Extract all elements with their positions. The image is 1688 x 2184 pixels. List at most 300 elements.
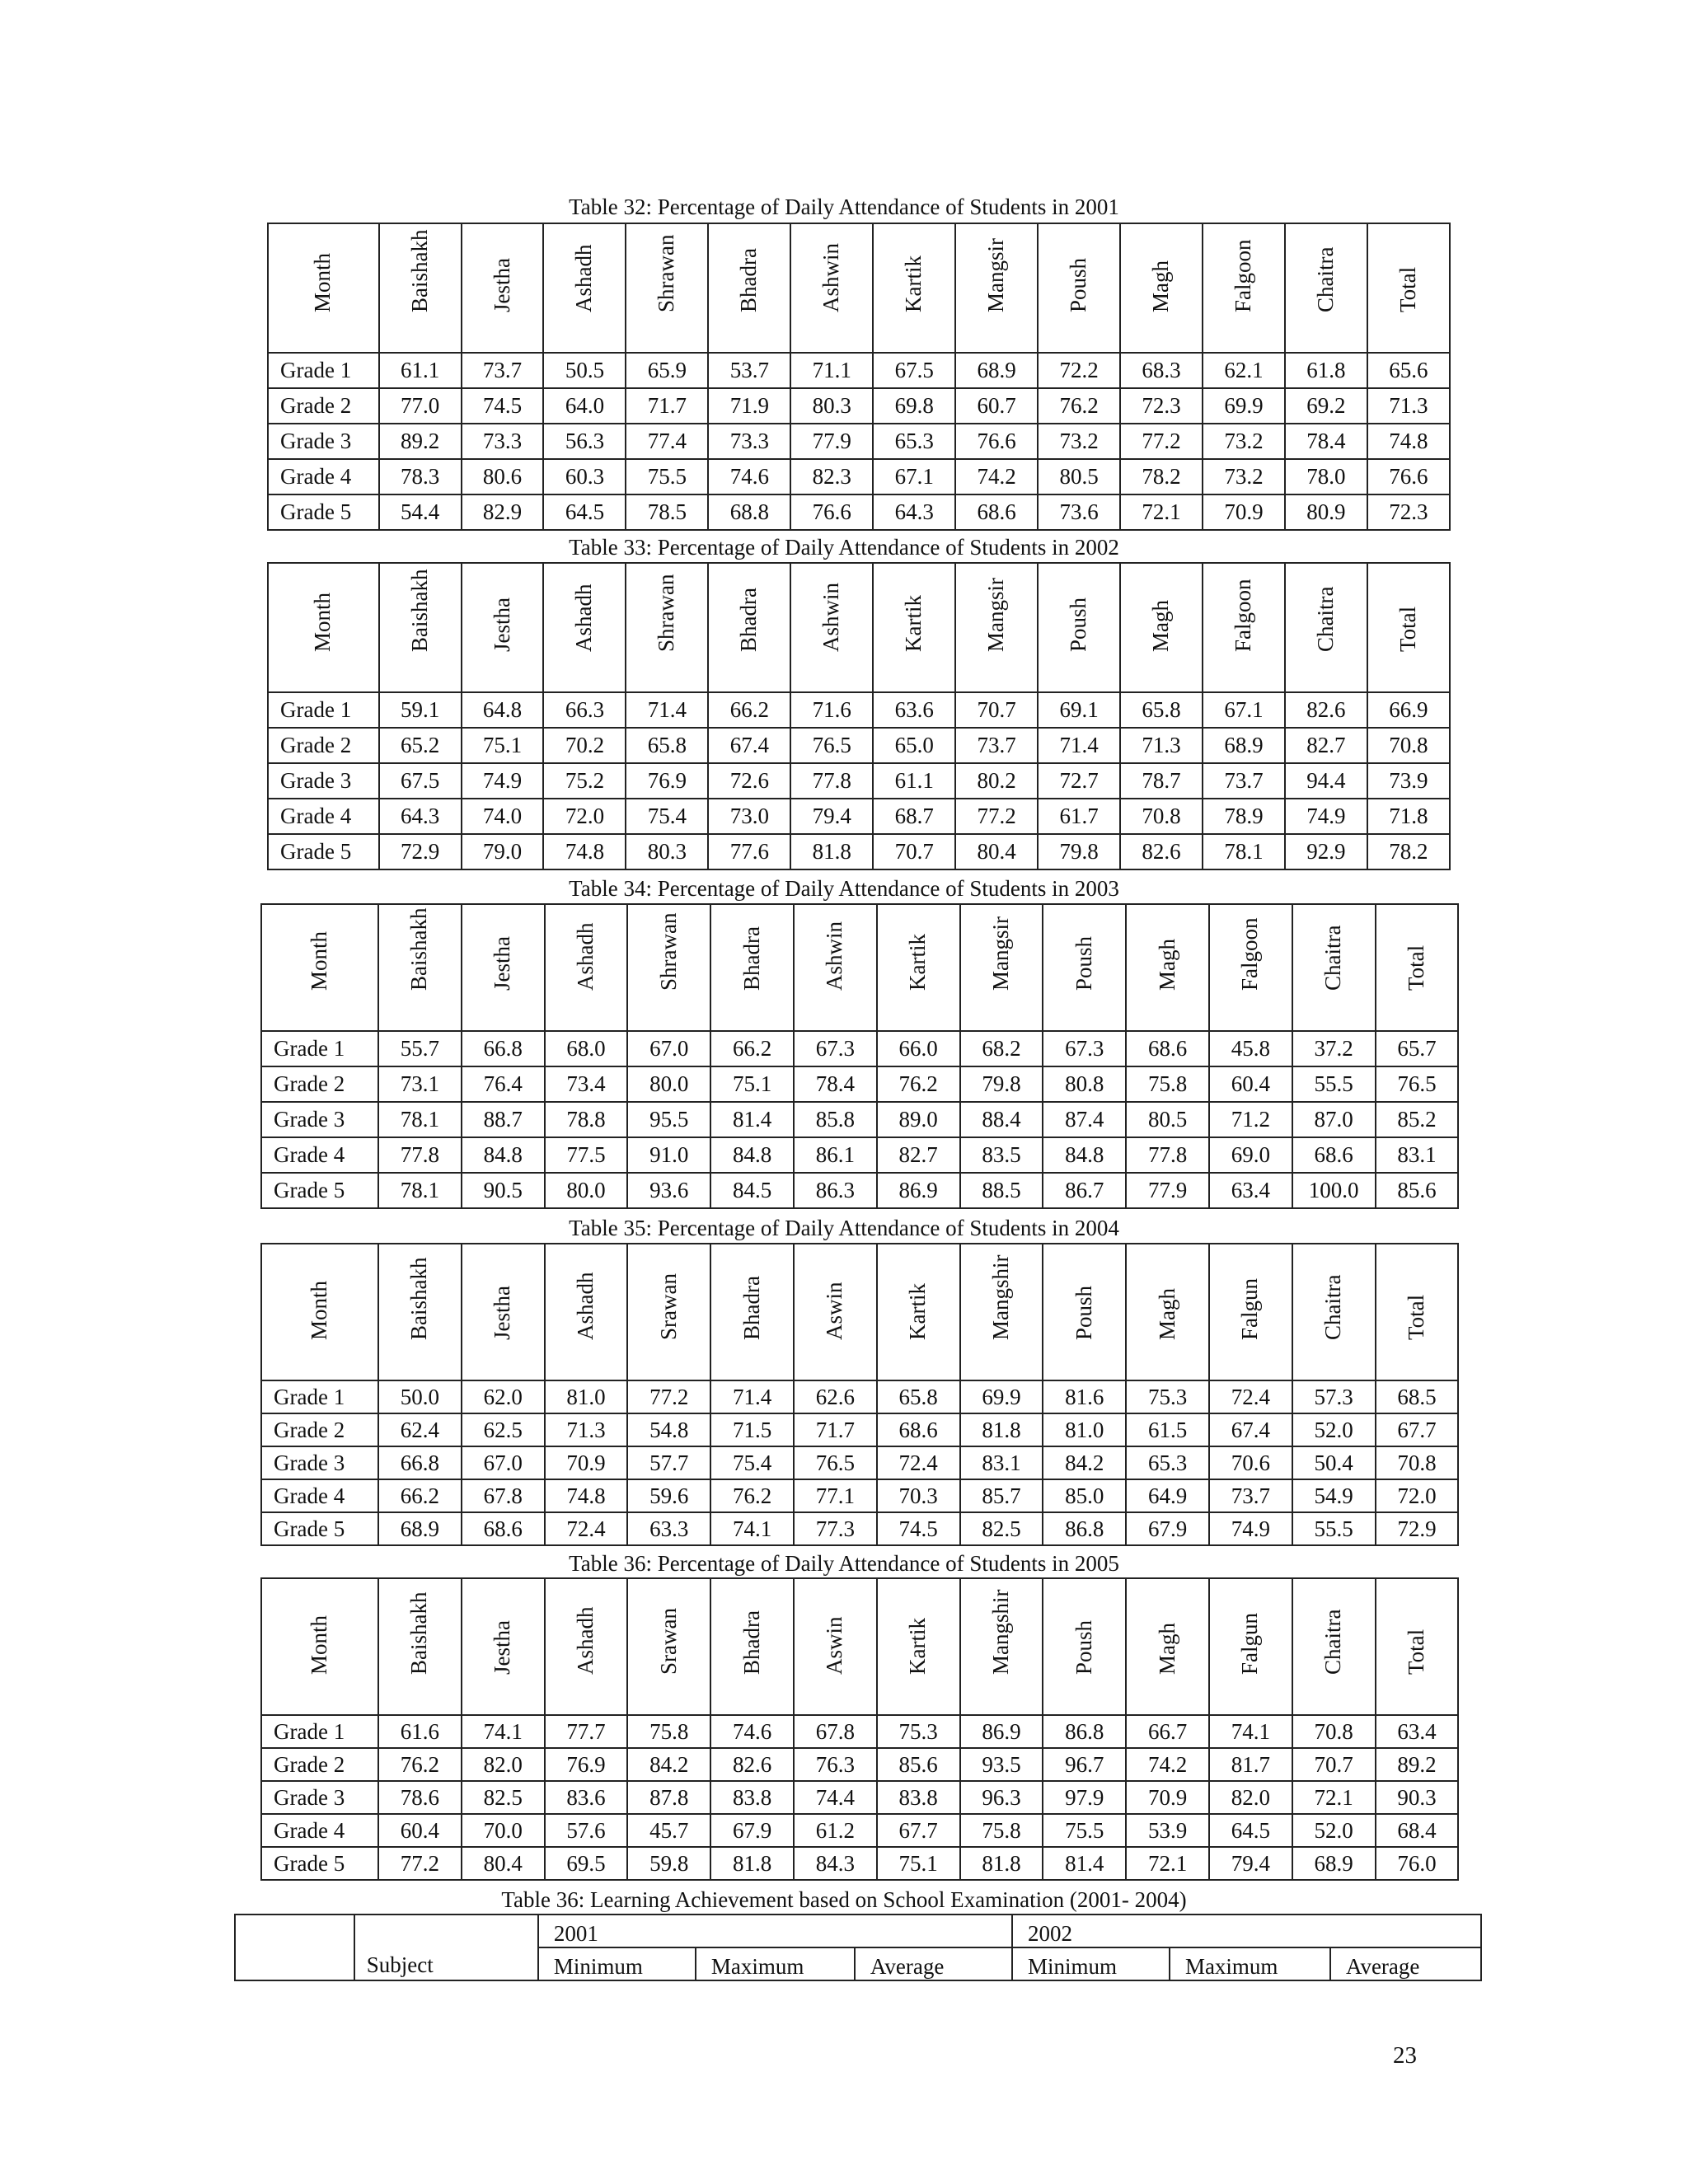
column-header (1043, 1244, 1126, 1380)
min-2001-header: Minimum (538, 1947, 696, 1980)
column-header-label: Magh (1154, 939, 1179, 991)
column-header (877, 904, 960, 1031)
attendance-value: 82.9 (462, 494, 544, 530)
column-header-label: Bhadra (736, 588, 762, 652)
column-header (1376, 1244, 1459, 1380)
attendance-value: 64.5 (543, 494, 626, 530)
column-header-label: Ashadh (572, 922, 598, 991)
attendance-value: 86.1 (794, 1137, 877, 1173)
attendance-value: 89.2 (1376, 1748, 1459, 1781)
column-header (268, 563, 379, 692)
attendance-value: 83.1 (960, 1446, 1043, 1479)
column-header-label: Falgoon (1230, 239, 1255, 312)
attendance-value: 75.5 (626, 459, 708, 494)
grade-label: Grade 4 (268, 459, 379, 494)
attendance-value: 71.9 (708, 388, 790, 424)
attendance-value: 82.5 (462, 1781, 545, 1814)
attendance-value: 72.6 (708, 763, 790, 799)
attendance-value: 74.1 (710, 1512, 794, 1545)
column-header (1376, 904, 1459, 1031)
attendance-value: 78.9 (1203, 799, 1285, 834)
column-header-label: Ashadh (572, 1606, 598, 1675)
attendance-value: 70.8 (1376, 1446, 1459, 1479)
attendance-value: 74.1 (1209, 1715, 1292, 1748)
grade-label: Grade 4 (261, 1814, 378, 1847)
attendance-value: 78.2 (1120, 459, 1203, 494)
attendance-value: 66.8 (378, 1446, 462, 1479)
attendance-value: 61.2 (794, 1814, 877, 1847)
grade-label: Grade 2 (268, 388, 379, 424)
attendance-value: 72.7 (1038, 763, 1120, 799)
attendance-value: 71.1 (790, 353, 873, 388)
grade-label: Grade 3 (261, 1781, 378, 1814)
attendance-value: 84.2 (627, 1748, 710, 1781)
attendance-value: 67.7 (877, 1814, 960, 1847)
attendance-value: 64.5 (1209, 1814, 1292, 1847)
column-header-label: Ashadh (571, 583, 597, 652)
attendance-value: 71.3 (1120, 728, 1203, 763)
column-header (960, 1244, 1043, 1380)
attendance-value: 83.6 (545, 1781, 628, 1814)
attendance-value: 53.7 (708, 353, 790, 388)
grade-label: Grade 3 (261, 1102, 378, 1137)
column-header-label: Baishakh (406, 569, 432, 652)
attendance-value: 72.2 (1038, 353, 1120, 388)
attendance-value: 67.8 (462, 1479, 545, 1512)
attendance-value: 86.8 (1043, 1512, 1126, 1545)
attendance-value: 76.4 (462, 1066, 545, 1102)
attendance-value: 69.1 (1038, 692, 1120, 728)
attendance-value: 78.1 (1203, 834, 1285, 869)
column-header-label: Total (1403, 1294, 1428, 1340)
attendance-value: 90.3 (1376, 1781, 1459, 1814)
attendance-value: 75.8 (960, 1814, 1043, 1847)
grade-label: Grade 4 (268, 799, 379, 834)
column-header-label: Month (307, 930, 331, 991)
attendance-value: 60.3 (543, 459, 626, 494)
attendance-value: 60.4 (378, 1814, 462, 1847)
column-header (1367, 223, 1450, 353)
attendance-value: 62.6 (794, 1380, 877, 1413)
attendance-value: 66.3 (543, 692, 626, 728)
attendance-value: 80.2 (955, 763, 1038, 799)
attendance-value: 69.2 (1285, 388, 1367, 424)
attendance-value: 73.4 (545, 1066, 628, 1102)
attendance-value: 84.8 (1043, 1137, 1126, 1173)
attendance-value: 81.7 (1209, 1748, 1292, 1781)
attendance-value: 68.9 (955, 353, 1038, 388)
column-header-label: Aswin (822, 1282, 847, 1340)
column-header-label: Month (310, 592, 335, 652)
column-header-label: Jestha (490, 1620, 515, 1675)
column-header (1292, 1244, 1376, 1380)
header-row (261, 1244, 1458, 1380)
table-row (261, 1814, 1458, 1847)
column-header-label: Poush (1071, 935, 1096, 991)
attendance-value: 80.9 (1285, 494, 1367, 530)
attendance-value: 67.4 (1209, 1413, 1292, 1446)
attendance-value: 65.9 (626, 353, 708, 388)
attendance-value: 85.2 (1376, 1102, 1459, 1137)
attendance-value: 78.2 (1367, 834, 1450, 869)
column-header-label: Chaitra (1320, 925, 1346, 991)
grade-label: Grade 2 (261, 1748, 378, 1781)
attendance-value: 81.8 (710, 1847, 794, 1880)
attendance-value: 77.4 (626, 424, 708, 459)
column-header-label: Kartik (901, 595, 926, 652)
attendance-value: 54.9 (1292, 1479, 1376, 1512)
attendance-value: 87.4 (1043, 1102, 1126, 1137)
column-header-label: Baishakh (406, 1257, 432, 1340)
attendance-value: 69.9 (960, 1380, 1043, 1413)
attendance-value: 65.8 (1120, 692, 1203, 728)
attendance-value: 97.9 (1043, 1781, 1126, 1814)
attendance-value: 62.0 (462, 1380, 545, 1413)
attendance-value: 77.9 (790, 424, 873, 459)
attendance-value: 66.2 (708, 692, 790, 728)
attendance-value: 54.4 (379, 494, 462, 530)
table-32-caption: Table 32: Percentage of Daily Attendance of Students in 2001 (569, 194, 1119, 219)
table-row (261, 1066, 1458, 1102)
attendance-value: 80.4 (462, 1847, 545, 1880)
attendance-value: 84.2 (1043, 1446, 1126, 1479)
year-2001-header: 2001 (538, 1915, 1012, 1947)
attendance-value: 68.0 (545, 1031, 628, 1066)
column-header (1376, 1578, 1459, 1715)
table-row (268, 692, 1450, 728)
attendance-value: 81.8 (960, 1413, 1043, 1446)
grade-label: Grade 2 (261, 1066, 378, 1102)
grade-label: Grade 1 (261, 1715, 378, 1748)
column-header (877, 1578, 960, 1715)
column-header (1043, 904, 1126, 1031)
attendance-value: 74.5 (462, 388, 544, 424)
attendance-value: 89.0 (877, 1102, 960, 1137)
attendance-value: 76.2 (710, 1479, 794, 1512)
attendance-value: 68.6 (955, 494, 1038, 530)
column-header-label: Ashwin (822, 921, 847, 991)
column-header (1203, 223, 1285, 353)
attendance-value: 68.9 (1292, 1847, 1376, 1880)
attendance-value: 93.6 (627, 1173, 710, 1208)
attendance-value: 80.6 (462, 459, 544, 494)
attendance-value: 75.8 (1126, 1066, 1209, 1102)
attendance-value: 72.3 (1120, 388, 1203, 424)
attendance-value: 84.8 (710, 1137, 794, 1173)
column-header-label: Bhadra (738, 926, 764, 991)
column-header (462, 563, 544, 692)
column-header-label: Magh (1154, 1288, 1179, 1340)
column-header (378, 904, 462, 1031)
attendance-value: 76.5 (794, 1446, 877, 1479)
attendance-value: 75.2 (543, 763, 626, 799)
column-header-label: Ashadh (572, 1272, 598, 1340)
column-header (268, 223, 379, 353)
attendance-value: 74.9 (1209, 1512, 1292, 1545)
column-header-label: Falgun (1237, 1277, 1263, 1340)
attendance-value: 75.3 (877, 1715, 960, 1748)
attendance-value: 74.9 (1285, 799, 1367, 834)
attendance-value: 80.5 (1126, 1102, 1209, 1137)
grade-label: Grade 5 (261, 1847, 378, 1880)
attendance-value: 78.4 (1285, 424, 1367, 459)
attendance-value: 85.7 (960, 1479, 1043, 1512)
attendance-value: 68.5 (1376, 1380, 1459, 1413)
table-row (261, 1847, 1458, 1880)
table-row (268, 424, 1450, 459)
column-header-label: Magh (1148, 600, 1174, 652)
attendance-value: 72.1 (1126, 1847, 1209, 1880)
attendance-value: 57.6 (545, 1814, 628, 1847)
attendance-value: 75.3 (1126, 1380, 1209, 1413)
attendance-value: 70.2 (543, 728, 626, 763)
column-header (379, 223, 462, 353)
table-row (261, 1781, 1458, 1814)
attendance-value: 77.2 (627, 1380, 710, 1413)
attendance-value: 69.5 (545, 1847, 628, 1880)
attendance-value: 79.4 (1209, 1847, 1292, 1880)
attendance-value: 83.5 (960, 1137, 1043, 1173)
attendance-value: 70.6 (1209, 1446, 1292, 1479)
column-header (710, 1244, 794, 1380)
column-header (708, 563, 790, 692)
column-header (1126, 1578, 1209, 1715)
attendance-value: 71.4 (1038, 728, 1120, 763)
attendance-value: 67.4 (708, 728, 790, 763)
attendance-value: 65.3 (873, 424, 955, 459)
table-row (268, 388, 1450, 424)
grade-label: Grade 3 (268, 763, 379, 799)
column-header-label: Chaitra (1312, 246, 1338, 312)
attendance-value: 71.4 (710, 1380, 794, 1413)
column-header (545, 1244, 628, 1380)
attendance-value: 81.4 (1043, 1847, 1126, 1880)
column-header (1367, 563, 1450, 692)
column-header-label: Poush (1071, 1285, 1096, 1340)
attendance-value: 77.8 (790, 763, 873, 799)
attendance-value: 96.3 (960, 1781, 1043, 1814)
attendance-value: 70.8 (1367, 728, 1450, 763)
attendance-value: 60.4 (1209, 1066, 1292, 1102)
column-header (1285, 223, 1367, 353)
attendance-value: 73.3 (462, 424, 544, 459)
attendance-value: 67.3 (794, 1031, 877, 1066)
attendance-value: 62.1 (1203, 353, 1285, 388)
attendance-value: 63.3 (627, 1512, 710, 1545)
table-row (268, 763, 1450, 799)
attendance-value: 100.0 (1292, 1173, 1376, 1208)
attendance-value: 82.7 (1285, 728, 1367, 763)
attendance-value: 72.9 (379, 834, 462, 869)
attendance-value: 77.8 (378, 1137, 462, 1173)
column-header-label: Kartik (905, 1283, 931, 1340)
column-header (543, 563, 626, 692)
column-header (261, 1578, 378, 1715)
attendance-value: 81.8 (960, 1847, 1043, 1880)
column-header (626, 223, 708, 353)
table-row (261, 1446, 1458, 1479)
attendance-value: 74.2 (1126, 1748, 1209, 1781)
attendance-value: 71.3 (545, 1413, 628, 1446)
max-2001-header: Maximum (696, 1947, 855, 1980)
attendance-value: 80.0 (627, 1066, 710, 1102)
column-header-label: Bhadra (738, 1276, 764, 1340)
attendance-value: 57.3 (1292, 1380, 1376, 1413)
attendance-value: 55.5 (1292, 1066, 1376, 1102)
attendance-value: 76.0 (1376, 1847, 1459, 1880)
column-header-label: Month (307, 1615, 331, 1675)
attendance-value: 85.0 (1043, 1479, 1126, 1512)
column-header-label: Srawan (655, 1273, 681, 1340)
attendance-value: 77.2 (378, 1847, 462, 1880)
page-number: 23 (1393, 2042, 1417, 2069)
attendance-value: 68.6 (462, 1512, 545, 1545)
attendance-value: 77.2 (955, 799, 1038, 834)
column-header (1292, 904, 1376, 1031)
attendance-value: 76.5 (1376, 1066, 1459, 1102)
table-row (261, 1479, 1458, 1512)
attendance-value: 84.3 (794, 1847, 877, 1880)
attendance-value: 50.4 (1292, 1446, 1376, 1479)
attendance-value: 70.8 (1120, 799, 1203, 834)
column-header (794, 904, 877, 1031)
table-row (261, 1512, 1458, 1545)
attendance-value: 90.5 (462, 1173, 545, 1208)
column-header (873, 563, 955, 692)
attendance-value: 77.6 (708, 834, 790, 869)
grade-label: Grade 2 (261, 1413, 378, 1446)
attendance-value: 75.1 (877, 1847, 960, 1880)
grade-label: Grade 1 (268, 692, 379, 728)
attendance-value: 72.1 (1120, 494, 1203, 530)
column-header-label: Kartik (905, 934, 931, 991)
attendance-value: 70.3 (877, 1479, 960, 1512)
table-row (261, 1102, 1458, 1137)
column-header (545, 1578, 628, 1715)
attendance-value: 91.0 (627, 1137, 710, 1173)
attendance-value: 73.7 (462, 353, 544, 388)
attendance-value: 89.2 (379, 424, 462, 459)
attendance-value: 71.7 (794, 1413, 877, 1446)
column-header (877, 1244, 960, 1380)
column-header (960, 1578, 1043, 1715)
column-header-label: Ashwin (818, 242, 844, 312)
attendance-value: 68.4 (1376, 1814, 1459, 1847)
column-header (873, 223, 955, 353)
table-35-caption: Table 35: Percentage of Daily Attendance of Students in 2004 (569, 1216, 1119, 1240)
column-header (1038, 563, 1120, 692)
min-2002-header: Minimum (1012, 1947, 1170, 1980)
column-header (790, 223, 873, 353)
attendance-value: 64.9 (1126, 1479, 1209, 1512)
attendance-value: 88.5 (960, 1173, 1043, 1208)
column-header (543, 223, 626, 353)
attendance-value: 80.8 (1043, 1066, 1126, 1102)
table-row (261, 1715, 1458, 1748)
attendance-value: 82.0 (1209, 1781, 1292, 1814)
column-header-label: Bhadra (738, 1610, 764, 1675)
header-row (261, 1578, 1458, 1715)
column-header (627, 1578, 710, 1715)
column-header (960, 904, 1043, 1031)
attendance-value: 67.8 (794, 1715, 877, 1748)
attendance-value: 64.0 (543, 388, 626, 424)
attendance-value: 68.9 (1203, 728, 1285, 763)
attendance-value: 72.4 (877, 1446, 960, 1479)
attendance-value: 68.9 (378, 1512, 462, 1545)
attendance-value: 72.3 (1367, 494, 1450, 530)
attendance-table-2005 (260, 1577, 1459, 1881)
attendance-value: 76.9 (545, 1748, 628, 1781)
attendance-value: 95.5 (627, 1102, 710, 1137)
attendance-table-2004 (260, 1243, 1459, 1546)
column-header-label: Chaitra (1320, 1274, 1346, 1340)
attendance-value: 65.2 (379, 728, 462, 763)
attendance-value: 79.0 (462, 834, 544, 869)
attendance-value: 77.2 (1120, 424, 1203, 459)
attendance-value: 75.8 (627, 1715, 710, 1748)
attendance-value: 73.1 (378, 1066, 462, 1102)
column-header-label: Bhadra (736, 248, 762, 312)
header-row (268, 563, 1450, 692)
attendance-value: 61.1 (379, 353, 462, 388)
column-header-label: Total (1403, 944, 1428, 991)
attendance-value: 52.0 (1292, 1814, 1376, 1847)
attendance-value: 70.9 (1126, 1781, 1209, 1814)
attendance-value: 68.3 (1120, 353, 1203, 388)
attendance-value: 65.8 (626, 728, 708, 763)
grade-label: Grade 1 (261, 1031, 378, 1066)
attendance-value: 55.7 (378, 1031, 462, 1066)
grade-label: Grade 1 (268, 353, 379, 388)
table-34-caption: Table 34: Percentage of Daily Attendance of Students in 2003 (569, 876, 1119, 901)
attendance-value: 82.3 (790, 459, 873, 494)
attendance-value: 78.8 (545, 1102, 628, 1137)
header-row (268, 223, 1450, 353)
attendance-value: 68.6 (1126, 1031, 1209, 1066)
attendance-value: 75.4 (710, 1446, 794, 1479)
column-header-label: Falgoon (1230, 579, 1255, 652)
column-header-label: Magh (1148, 260, 1174, 312)
column-header-label: Total (1395, 266, 1420, 312)
column-header (378, 1578, 462, 1715)
attendance-value: 76.6 (955, 424, 1038, 459)
column-header-label: Poush (1066, 257, 1091, 312)
column-header (1126, 1244, 1209, 1380)
table-row (261, 1748, 1458, 1781)
column-header-label: Aswin (822, 1616, 847, 1675)
attendance-value: 68.8 (708, 494, 790, 530)
attendance-value: 74.8 (545, 1479, 628, 1512)
attendance-value: 65.7 (1376, 1031, 1459, 1066)
column-header (379, 563, 462, 692)
attendance-value: 78.4 (794, 1066, 877, 1102)
attendance-value: 82.7 (877, 1137, 960, 1173)
column-header (794, 1244, 877, 1380)
column-header-label: Shrawan (654, 234, 679, 312)
attendance-value: 80.3 (790, 388, 873, 424)
column-header-label: Month (310, 252, 335, 312)
attendance-value: 66.7 (1126, 1715, 1209, 1748)
attendance-value: 73.2 (1203, 424, 1285, 459)
attendance-value: 61.5 (1126, 1413, 1209, 1446)
attendance-value: 66.9 (1367, 692, 1450, 728)
column-header-label: Shrawan (654, 574, 679, 652)
attendance-value: 76.5 (790, 728, 873, 763)
attendance-value: 64.3 (873, 494, 955, 530)
attendance-value: 50.0 (378, 1380, 462, 1413)
attendance-value: 75.1 (462, 728, 544, 763)
